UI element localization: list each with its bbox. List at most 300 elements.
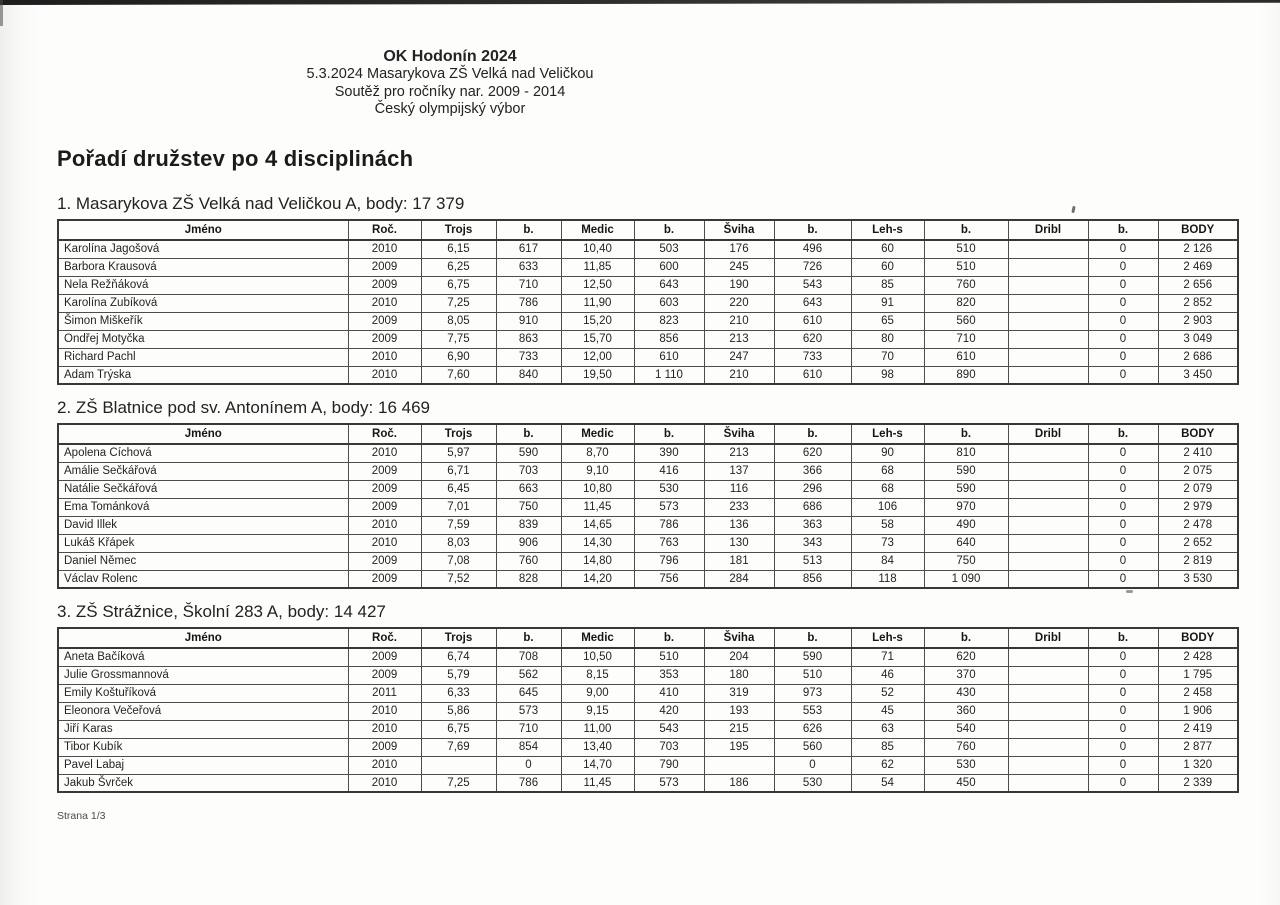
score-cell: 2009 — [348, 570, 421, 588]
score-cell: 2010 — [348, 240, 421, 258]
score-cell: 247 — [704, 348, 774, 366]
score-cell — [1008, 720, 1088, 738]
score-cell: 7,01 — [421, 498, 496, 516]
score-cell: 510 — [924, 258, 1008, 276]
score-cell: 2 410 — [1158, 444, 1238, 462]
score-cell: 2 469 — [1158, 258, 1238, 276]
score-cell — [1008, 516, 1088, 534]
teams — [57, 194, 1238, 806]
score-cell: 450 — [924, 774, 1008, 792]
score-cell: 13,40 — [561, 738, 634, 756]
score-cell: 7,75 — [421, 330, 496, 348]
score-cell: 60 — [851, 240, 924, 258]
score-cell: 0 — [1088, 258, 1158, 276]
score-cell: 733 — [496, 348, 561, 366]
score-cell: 0 — [1088, 480, 1158, 498]
score-cell: 363 — [774, 516, 851, 534]
score-cell: 2009 — [348, 738, 421, 756]
table-row — [58, 312, 1238, 330]
score-cell: 85 — [851, 276, 924, 294]
score-cell: 3 530 — [1158, 570, 1238, 588]
score-cell: 52 — [851, 684, 924, 702]
score-cell: 9,00 — [561, 684, 634, 702]
score-cell: 856 — [634, 330, 704, 348]
column-header: Medic — [561, 220, 634, 240]
score-cell: 3 450 — [1158, 366, 1238, 384]
score-cell — [1008, 348, 1088, 366]
score-cell: 2009 — [348, 312, 421, 330]
score-cell: 2 656 — [1158, 276, 1238, 294]
score-cell: 910 — [496, 312, 561, 330]
score-cell: 2011 — [348, 684, 421, 702]
score-cell: 6,15 — [421, 240, 496, 258]
score-cell: 6,75 — [421, 276, 496, 294]
table-row — [58, 534, 1238, 552]
score-cell: 733 — [774, 348, 851, 366]
table-row — [58, 570, 1238, 588]
score-cell: 80 — [851, 330, 924, 348]
score-cell: 0 — [1088, 312, 1158, 330]
score-cell: 786 — [496, 774, 561, 792]
score-cell: 1 110 — [634, 366, 704, 384]
score-cell: 215 — [704, 720, 774, 738]
athlete-name-cell: Daniel Němec — [58, 552, 348, 570]
score-cell: 62 — [851, 756, 924, 774]
score-cell: 0 — [1088, 774, 1158, 792]
score-cell: 610 — [634, 348, 704, 366]
table-row — [58, 516, 1238, 534]
score-cell: 15,70 — [561, 330, 634, 348]
score-cell: 0 — [1088, 366, 1158, 384]
column-header: b. — [774, 628, 851, 648]
athlete-name-cell: Emily Koštuříková — [58, 684, 348, 702]
score-cell: 560 — [924, 312, 1008, 330]
table-row — [58, 774, 1238, 792]
score-cell: 360 — [924, 702, 1008, 720]
score-cell: 760 — [924, 276, 1008, 294]
score-cell: 703 — [496, 462, 561, 480]
score-cell: 319 — [704, 684, 774, 702]
score-cell: 710 — [924, 330, 1008, 348]
score-cell: 8,05 — [421, 312, 496, 330]
score-cell — [1008, 276, 1088, 294]
column-header: Jméno — [58, 628, 348, 648]
table-row — [58, 720, 1238, 738]
score-cell: 5,79 — [421, 666, 496, 684]
score-cell: 5,97 — [421, 444, 496, 462]
table-row — [58, 348, 1238, 366]
score-cell: 12,50 — [561, 276, 634, 294]
score-cell: 2010 — [348, 444, 421, 462]
score-cell: 756 — [634, 570, 704, 588]
column-header: Medic — [561, 424, 634, 444]
score-cell: 760 — [924, 738, 1008, 756]
score-cell — [1008, 462, 1088, 480]
athlete-name-cell: Karolína Jagošová — [58, 240, 348, 258]
score-cell: 0 — [1088, 570, 1158, 588]
score-cell: 2 419 — [1158, 720, 1238, 738]
score-cell: 70 — [851, 348, 924, 366]
score-cell: 600 — [634, 258, 704, 276]
score-cell — [1008, 498, 1088, 516]
score-cell — [1008, 534, 1088, 552]
score-cell: 7,60 — [421, 366, 496, 384]
score-cell: 195 — [704, 738, 774, 756]
score-cell: 640 — [924, 534, 1008, 552]
score-cell: 573 — [634, 498, 704, 516]
score-cell: 106 — [851, 498, 924, 516]
score-cell: 510 — [924, 240, 1008, 258]
score-cell — [1008, 330, 1088, 348]
column-header: b. — [924, 628, 1008, 648]
score-cell: 11,45 — [561, 498, 634, 516]
score-cell: 6,33 — [421, 684, 496, 702]
score-cell: 296 — [774, 480, 851, 498]
score-cell: 510 — [634, 648, 704, 666]
score-cell: 970 — [924, 498, 1008, 516]
athlete-name-cell: Nela Režňáková — [58, 276, 348, 294]
score-cell: 180 — [704, 666, 774, 684]
score-cell: 2 652 — [1158, 534, 1238, 552]
score-cell: 2010 — [348, 756, 421, 774]
score-cell: 11,00 — [561, 720, 634, 738]
score-cell: 118 — [851, 570, 924, 588]
event-title: OK Hodonín 2024 — [383, 48, 517, 65]
column-header: Šviha — [704, 424, 774, 444]
athlete-name-cell: Karolína Zubíková — [58, 294, 348, 312]
column-header: b. — [634, 424, 704, 444]
score-cell: 610 — [774, 312, 851, 330]
score-cell: 0 — [1088, 240, 1158, 258]
score-cell: 726 — [774, 258, 851, 276]
score-cell: 543 — [634, 720, 704, 738]
score-cell: 90 — [851, 444, 924, 462]
column-header: Trojs — [421, 424, 496, 444]
score-cell: 14,20 — [561, 570, 634, 588]
column-header: b. — [634, 220, 704, 240]
score-cell: 620 — [924, 648, 1008, 666]
score-cell: 204 — [704, 648, 774, 666]
column-header: b. — [496, 424, 561, 444]
score-cell: 45 — [851, 702, 924, 720]
table-row — [58, 258, 1238, 276]
score-cell: 8,70 — [561, 444, 634, 462]
score-cell: 828 — [496, 570, 561, 588]
table-row — [58, 330, 1238, 348]
score-cell: 633 — [496, 258, 561, 276]
score-cell — [1008, 294, 1088, 312]
score-cell: 7,08 — [421, 552, 496, 570]
column-header: Leh-s — [851, 424, 924, 444]
score-cell: 430 — [924, 684, 1008, 702]
score-cell: 2010 — [348, 534, 421, 552]
score-cell: 839 — [496, 516, 561, 534]
score-cell: 2009 — [348, 462, 421, 480]
score-cell: 0 — [1088, 330, 1158, 348]
table-row — [58, 444, 1238, 462]
score-cell: 0 — [1088, 756, 1158, 774]
table-row — [58, 240, 1238, 258]
score-cell: 710 — [496, 720, 561, 738]
score-cell: 7,25 — [421, 294, 496, 312]
score-cell: 7,59 — [421, 516, 496, 534]
athlete-name-cell: Eleonora Večeřová — [58, 702, 348, 720]
score-cell: 46 — [851, 666, 924, 684]
score-cell: 15,20 — [561, 312, 634, 330]
table-row — [58, 480, 1238, 498]
score-cell: 0 — [1088, 552, 1158, 570]
score-cell: 703 — [634, 738, 704, 756]
score-cell: 763 — [634, 534, 704, 552]
score-cell — [1008, 312, 1088, 330]
score-cell — [1008, 648, 1088, 666]
score-cell: 2009 — [348, 330, 421, 348]
athlete-name-cell: Tibor Kubík — [58, 738, 348, 756]
score-cell: 2 877 — [1158, 738, 1238, 756]
column-header: b. — [774, 424, 851, 444]
score-cell: 2 126 — [1158, 240, 1238, 258]
score-cell: 10,80 — [561, 480, 634, 498]
score-cell: 2 819 — [1158, 552, 1238, 570]
athlete-name-cell: Jiří Karas — [58, 720, 348, 738]
table-row — [58, 366, 1238, 384]
score-cell: 0 — [496, 756, 561, 774]
score-cell — [1008, 774, 1088, 792]
score-cell: 0 — [1088, 666, 1158, 684]
score-cell: 0 — [1088, 462, 1158, 480]
score-cell: 68 — [851, 480, 924, 498]
athlete-name-cell: Lukáš Křápek — [58, 534, 348, 552]
score-cell: 1 906 — [1158, 702, 1238, 720]
score-cell: 0 — [774, 756, 851, 774]
athlete-name-cell: Pavel Labaj — [58, 756, 348, 774]
score-cell: 0 — [1088, 684, 1158, 702]
results-table — [57, 219, 1239, 385]
score-cell: 513 — [774, 552, 851, 570]
score-cell: 543 — [774, 276, 851, 294]
score-cell: 2 686 — [1158, 348, 1238, 366]
table-row — [58, 756, 1238, 774]
column-header: Roč. — [348, 220, 421, 240]
score-cell: 54 — [851, 774, 924, 792]
score-cell: 68 — [851, 462, 924, 480]
score-cell: 2009 — [348, 666, 421, 684]
score-cell: 11,45 — [561, 774, 634, 792]
score-cell: 2009 — [348, 276, 421, 294]
score-cell: 590 — [774, 648, 851, 666]
score-cell: 573 — [634, 774, 704, 792]
score-cell: 645 — [496, 684, 561, 702]
score-cell: 590 — [496, 444, 561, 462]
score-cell: 0 — [1088, 276, 1158, 294]
score-cell: 8,03 — [421, 534, 496, 552]
athlete-name-cell: Václav Rolenc — [58, 570, 348, 588]
athlete-name-cell: Richard Pachl — [58, 348, 348, 366]
event-organizer: Český olympijský výbor — [374, 101, 526, 117]
score-cell: 14,30 — [561, 534, 634, 552]
score-cell: 0 — [1088, 738, 1158, 756]
score-cell: 353 — [634, 666, 704, 684]
score-cell: 0 — [1088, 294, 1158, 312]
score-cell: 2 428 — [1158, 648, 1238, 666]
column-header: b. — [774, 220, 851, 240]
team-heading: 2. ZŠ Blatnice pod sv. Antonínem A, body: 16 469 — [57, 398, 430, 417]
score-cell — [1008, 552, 1088, 570]
score-cell: 786 — [496, 294, 561, 312]
score-cell: 503 — [634, 240, 704, 258]
score-cell: 176 — [704, 240, 774, 258]
column-header: Trojs — [421, 220, 496, 240]
column-header: Jméno — [58, 424, 348, 444]
column-header: b. — [924, 220, 1008, 240]
score-cell — [1008, 738, 1088, 756]
score-cell: 0 — [1088, 648, 1158, 666]
score-cell: 220 — [704, 294, 774, 312]
column-header: Roč. — [348, 628, 421, 648]
column-header: Jméno — [58, 220, 348, 240]
score-cell: 1 320 — [1158, 756, 1238, 774]
score-cell: 750 — [496, 498, 561, 516]
score-cell: 823 — [634, 312, 704, 330]
score-cell: 193 — [704, 702, 774, 720]
score-cell — [1008, 240, 1088, 258]
score-cell: 2010 — [348, 774, 421, 792]
score-cell: 2010 — [348, 516, 421, 534]
score-cell: 2009 — [348, 498, 421, 516]
score-cell: 2010 — [348, 366, 421, 384]
table-row — [58, 666, 1238, 684]
score-cell: 750 — [924, 552, 1008, 570]
score-cell: 91 — [851, 294, 924, 312]
score-cell: 973 — [774, 684, 851, 702]
athlete-name-cell: Jakub Švrček — [58, 774, 348, 792]
score-cell: 510 — [774, 666, 851, 684]
score-cell: 2 478 — [1158, 516, 1238, 534]
table-row — [58, 498, 1238, 516]
document-header — [50, 47, 850, 119]
athlete-name-cell: Barbora Krausová — [58, 258, 348, 276]
score-cell: 2009 — [348, 258, 421, 276]
score-cell: 213 — [704, 330, 774, 348]
score-cell: 530 — [634, 480, 704, 498]
score-cell: 190 — [704, 276, 774, 294]
score-cell: 0 — [1088, 516, 1158, 534]
score-cell: 610 — [774, 366, 851, 384]
score-cell — [421, 756, 496, 774]
score-cell: 65 — [851, 312, 924, 330]
athlete-name-cell: Apolena Cíchová — [58, 444, 348, 462]
athlete-name-cell: Julie Grossmannová — [58, 666, 348, 684]
score-cell: 2009 — [348, 648, 421, 666]
page-number: Strana 1/3 — [57, 810, 106, 822]
athlete-name-cell: Ondřej Motyčka — [58, 330, 348, 348]
table-header-row — [58, 628, 1238, 648]
scan-top-edge — [0, 0, 1280, 5]
score-cell: 284 — [704, 570, 774, 588]
score-cell: 0 — [1088, 720, 1158, 738]
score-cell: 790 — [634, 756, 704, 774]
score-cell: 85 — [851, 738, 924, 756]
score-cell: 9,15 — [561, 702, 634, 720]
score-cell: 2010 — [348, 294, 421, 312]
team-section — [57, 398, 1238, 588]
score-cell: 420 — [634, 702, 704, 720]
column-header: Dribl — [1008, 220, 1088, 240]
score-cell — [1008, 480, 1088, 498]
score-cell: 2 339 — [1158, 774, 1238, 792]
score-cell: 620 — [774, 330, 851, 348]
column-header: b. — [634, 628, 704, 648]
column-header: b. — [496, 628, 561, 648]
score-cell: 2009 — [348, 552, 421, 570]
score-cell: 856 — [774, 570, 851, 588]
score-cell: 136 — [704, 516, 774, 534]
team-heading: 3. ZŠ Strážnice, Školní 283 A, body: 14 427 — [57, 602, 386, 621]
score-cell: 6,74 — [421, 648, 496, 666]
athlete-name-cell: Amálie Sečkářová — [58, 462, 348, 480]
score-cell: 7,25 — [421, 774, 496, 792]
score-cell: 562 — [496, 666, 561, 684]
score-cell: 6,75 — [421, 720, 496, 738]
score-cell: 213 — [704, 444, 774, 462]
score-cell: 12,00 — [561, 348, 634, 366]
score-cell: 663 — [496, 480, 561, 498]
column-header: Leh-s — [851, 220, 924, 240]
score-cell: 0 — [1088, 348, 1158, 366]
score-cell: 6,25 — [421, 258, 496, 276]
score-cell: 854 — [496, 738, 561, 756]
score-cell: 906 — [496, 534, 561, 552]
score-cell: 643 — [774, 294, 851, 312]
score-cell: 63 — [851, 720, 924, 738]
score-cell: 7,52 — [421, 570, 496, 588]
score-cell: 19,50 — [561, 366, 634, 384]
score-cell — [1008, 702, 1088, 720]
table-row — [58, 294, 1238, 312]
score-cell: 11,90 — [561, 294, 634, 312]
score-cell: 820 — [924, 294, 1008, 312]
column-header: BODY — [1158, 220, 1238, 240]
score-cell: 5,86 — [421, 702, 496, 720]
page-title: Pořadí družstev po 4 disciplinách — [57, 146, 414, 171]
score-cell: 137 — [704, 462, 774, 480]
score-cell: 626 — [774, 720, 851, 738]
score-cell: 1 795 — [1158, 666, 1238, 684]
table-header-row — [58, 424, 1238, 444]
score-cell: 410 — [634, 684, 704, 702]
score-cell: 14,80 — [561, 552, 634, 570]
score-cell: 210 — [704, 366, 774, 384]
score-cell: 710 — [496, 276, 561, 294]
score-cell: 181 — [704, 552, 774, 570]
score-cell: 573 — [496, 702, 561, 720]
score-cell: 2 979 — [1158, 498, 1238, 516]
score-cell: 0 — [1088, 534, 1158, 552]
table-row — [58, 684, 1238, 702]
score-cell: 84 — [851, 552, 924, 570]
column-header: BODY — [1158, 628, 1238, 648]
score-cell — [1008, 666, 1088, 684]
column-header: b. — [1088, 220, 1158, 240]
score-cell: 708 — [496, 648, 561, 666]
score-cell: 590 — [924, 480, 1008, 498]
score-cell: 366 — [774, 462, 851, 480]
score-cell: 2010 — [348, 720, 421, 738]
score-cell: 116 — [704, 480, 774, 498]
table-row — [58, 702, 1238, 720]
score-cell: 530 — [774, 774, 851, 792]
score-cell: 530 — [924, 756, 1008, 774]
